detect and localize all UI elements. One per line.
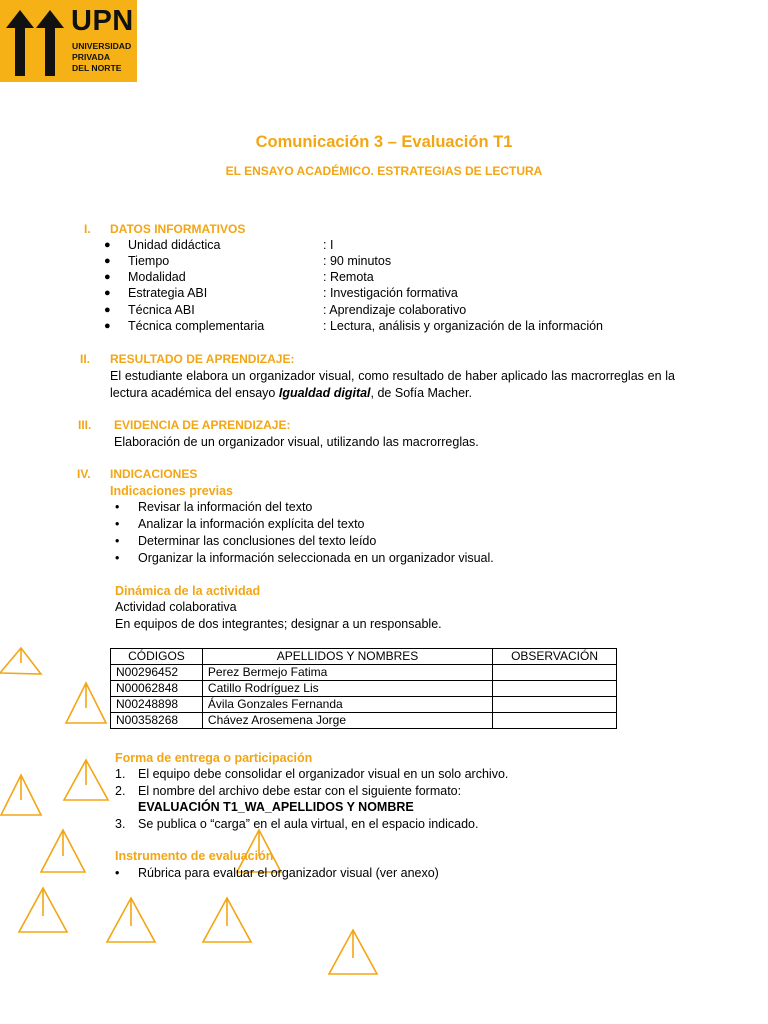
student-name: Perez Bermejo Fatima [202,665,492,681]
section-2-number: II. [80,352,91,366]
student-name: Chávez Arosemena Jorge [202,713,492,729]
student-code: N00248898 [111,697,203,713]
list-number: 2. [115,784,126,798]
student-code: N00358268 [111,713,203,729]
table-row [111,713,617,729]
table-row [111,681,617,697]
section-3-title: EVIDENCIA DE APRENDIZAJE: [114,418,291,432]
activity-dynamics-title: Dinámica de la actividad [115,584,261,598]
bullet-icon: ● [104,271,111,283]
list-item-text: Rúbrica para evaluar el organizador visual (ver anexo) [138,866,439,880]
list-item-text: Analizar la información explícita del texto [138,517,365,531]
table-row [111,697,617,713]
info-value: : Investigación formativa [323,286,458,300]
logo-line-2: PRIVADA [72,52,111,62]
student-name: Catillo Rodríguez Lis [202,681,492,697]
section-2-title: RESULTADO DE APRENDIZAJE: [110,352,295,366]
bullet-icon: • [115,866,120,880]
essay-title: Igualdad digital [278,386,371,400]
list-number: 1. [115,767,126,781]
triangle-icon [1,775,41,815]
document-subtitle: EL ENSAYO ACADÉMICO. ESTRATEGIAS DE LECTURA [225,164,543,178]
bullet-icon: • [115,534,120,548]
delivery-title: Forma de entrega o participación [115,751,313,765]
info-value: : I [323,238,334,252]
triangle-icon [0,648,41,674]
list-number: 3. [115,817,126,831]
student-code: N00062848 [111,681,203,697]
document-title: Comunicación 3 – Evaluación T1 [255,133,513,151]
student-observation [493,681,617,697]
evidence-text: Elaboración de un organizador visual, utilizando las macrorreglas. [114,435,479,449]
bullet-icon: • [115,500,120,514]
info-label: Modalidad [128,270,186,284]
outcome-text-part: , de Sofía Macher. [370,386,472,400]
triangle-icon [107,898,155,942]
table-header-row [111,649,617,665]
section-1-title: DATOS INFORMATIVOS [110,222,246,236]
student-observation [493,665,617,681]
section-3-number: III. [78,418,92,432]
logo-wordmark: UPN [71,5,134,37]
info-value: : Aprendizaje colaborativo [323,303,467,317]
table-header-observation: OBSERVACIÓN [493,649,617,665]
logo-line-1: UNIVERSIDAD [72,41,132,51]
student-code: N00296452 [111,665,203,681]
triangle-icon [41,830,85,872]
triangle-icon [329,930,377,974]
student-observation [493,697,617,713]
triangle-icon [64,760,108,800]
bullet-icon: ● [104,239,111,251]
bullet-icon: • [115,517,120,531]
info-label: Estrategia ABI [128,286,208,300]
list-item-text: Determinar las conclusiones del texto leído [138,534,377,548]
logo-line-3: DEL NORTE [72,63,122,73]
list-item-text: Se publica o “carga” en el aula virtual, en el espacio indicado. [138,817,479,831]
bullet-icon: ● [104,304,111,316]
table-row [111,665,617,681]
triangle-icon [203,898,251,942]
list-item-text: El equipo debe consolidar el organizador visual en un solo archivo. [138,767,509,781]
info-value: : 90 minutos [323,254,392,268]
learning-outcome-text [110,368,675,402]
list-item-text: El nombre del archivo debe estar con el siguiente formato: [138,784,462,798]
table-header-codes: CÓDIGOS [111,649,203,665]
triangle-icon [19,888,67,932]
section-1-number: I. [84,222,91,236]
info-value: : Lectura, análisis y organización de la información [323,319,604,333]
list-item-text: Revisar la información del texto [138,500,313,514]
student-name: Ávila Gonzales Fernanda [202,697,492,713]
info-label: Tiempo [128,254,170,268]
bullet-icon: • [115,551,120,565]
team-members-table [110,648,617,729]
activity-dynamics-text: En equipos de dos integrantes; designar a un responsable. [115,617,442,631]
list-item-text: Organizar la información seleccionada en un organizador visual. [138,551,494,565]
outcome-text-part: El estudiante elabora un organizador visual, como resultado de haber aplicado las macrorreglas en la lectura académica del ensayo [110,369,675,400]
activity-dynamics-subtitle: Actividad colaborativa [115,600,237,614]
previous-indications-title: Indicaciones previas [110,484,233,498]
table-header-names: APELLIDOS Y NOMBRES [202,649,492,665]
info-label: Unidad didáctica [128,238,221,252]
section-4-number: IV. [77,467,91,481]
info-value: : Remota [323,270,374,284]
student-observation [493,713,617,729]
triangle-icon [66,683,106,723]
bullet-icon: ● [104,320,111,332]
instrument-title: Instrumento de evaluación [115,849,274,863]
bullet-icon: ● [104,255,111,267]
section-4-title: INDICACIONES [110,467,198,481]
info-label: Técnica complementaria [128,319,265,333]
info-label: Técnica ABI [128,303,195,317]
bullet-icon: ● [104,287,111,299]
file-name-format: EVALUACIÓN T1_WA_APELLIDOS Y NOMBRE [138,800,414,814]
